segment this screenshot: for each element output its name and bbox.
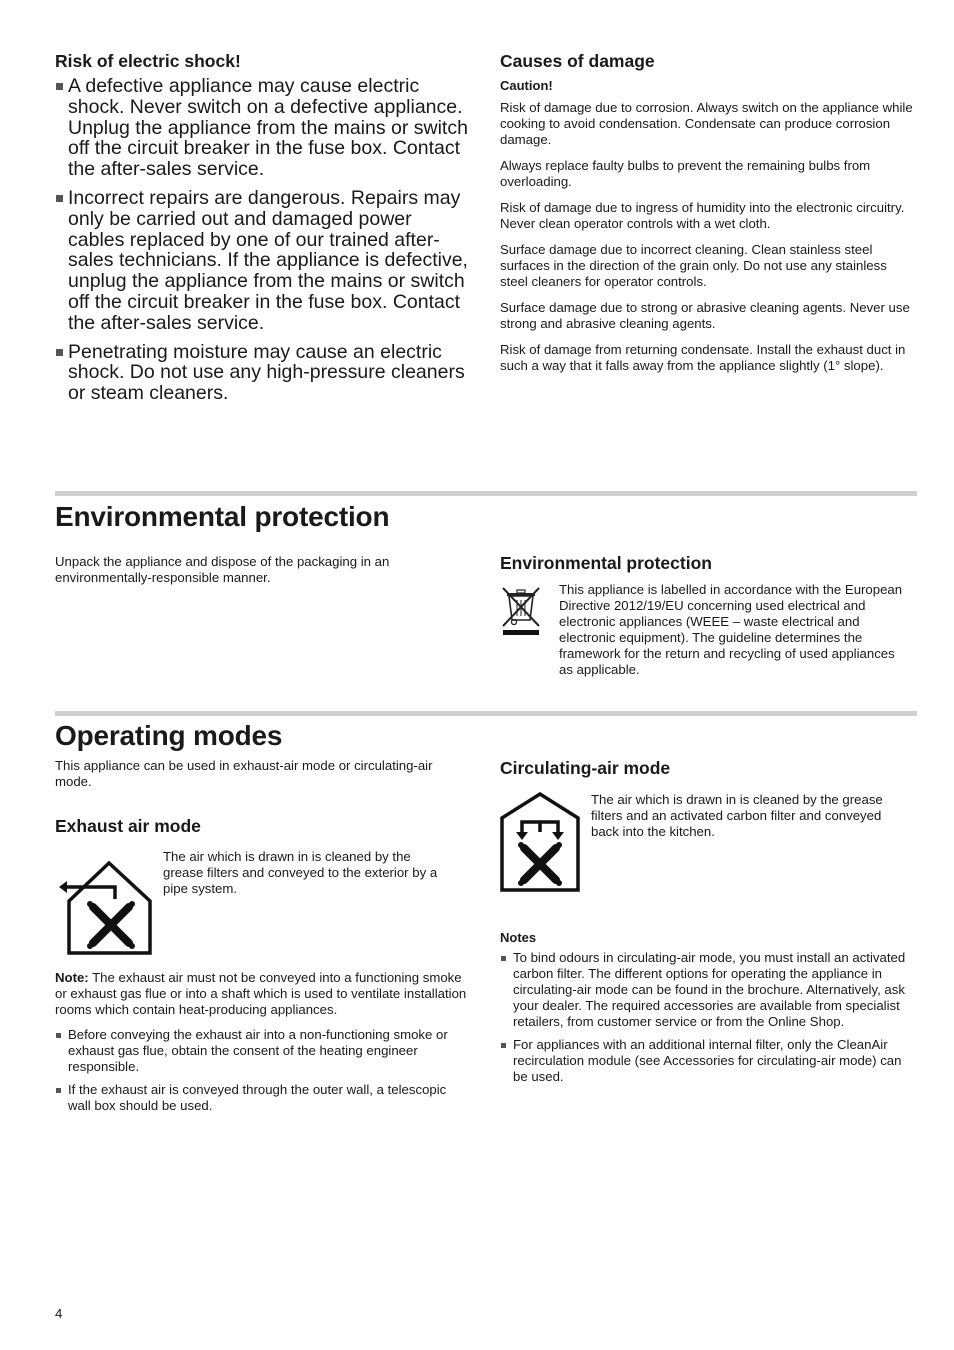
list-item: A defective appliance may cause electric shock. Never switch on a defective appliance. Unplug the appliance from the mains or switch off the circuit breaker in the fuse box. Contact the after-sales service. bbox=[55, 76, 469, 180]
exhaust-note bbox=[55, 970, 469, 1018]
section-divider bbox=[55, 491, 917, 496]
operating-intro: This appliance can be used in exhaust-air mode or circulating-air mode. bbox=[55, 758, 433, 789]
damage-paragraphs bbox=[500, 100, 916, 374]
list-item: Penetrating moisture may cause an electric shock. Do not use any high-pressure cleaners or steam cleaners. bbox=[55, 342, 469, 404]
section-divider bbox=[55, 711, 917, 716]
notes-list bbox=[500, 950, 916, 1085]
notes-label: Notes bbox=[500, 930, 537, 945]
note-text: The exhaust air must not be conveyed into a functioning smoke or exhaust gas flue or into a shaft which is used to ventilate installation rooms which contain heat-producing appliances. bbox=[55, 970, 467, 1017]
shock-title: Risk of electric shock! bbox=[55, 51, 241, 71]
exhaust-text: The air which is drawn in is cleaned by the grease filters and conveyed to the exterior by a pipe system. bbox=[163, 849, 438, 896]
exhaust-list bbox=[55, 1027, 469, 1114]
paragraph: Always replace faulty bulbs to prevent the remaining bulbs from overloading. bbox=[500, 158, 871, 189]
circulating-text: The air which is drawn in is cleaned by the grease filters and an activated carbon filter and conveyed back into the kitchen. bbox=[591, 792, 883, 839]
circulating-title: Circulating-air mode bbox=[500, 758, 671, 778]
damage-title: Causes of damage bbox=[500, 51, 655, 71]
operating-heading: Operating modes bbox=[55, 720, 283, 751]
weee-section bbox=[500, 552, 916, 678]
circulating-air-house-icon bbox=[500, 792, 582, 894]
page-number: 4 bbox=[55, 1306, 63, 1321]
circulating-column bbox=[500, 757, 916, 1092]
electric-shock-section bbox=[55, 50, 469, 412]
environment-intro: Unpack the appliance and dispose of the packaging in an environmentally-responsible manner. bbox=[55, 554, 390, 585]
caution-label: Caution! bbox=[500, 78, 553, 93]
list-item: Incorrect repairs are dangerous. Repairs may only be carried out and damaged power cables replaced by one of our trained after-sales technicians. If the appliance is defective, unplug the appliance from the mains or switch off the circuit breaker in the fuse box. Contact the after-sales service. bbox=[55, 188, 469, 334]
list-item: For appliances with an additional internal filter, only the CleanAir recirculation module (see Accessories for circulating-air mode) can be used. bbox=[500, 1037, 916, 1085]
exhaust-block bbox=[55, 849, 469, 961]
note-label: Note: bbox=[55, 970, 89, 985]
list-item: If the exhaust air is conveyed through the outer wall, a telescopic wall box should be used. bbox=[55, 1082, 469, 1114]
circulating-block bbox=[500, 790, 916, 915]
list-item: Before conveying the exhaust air into a non-functioning smoke or exhaust gas flue, obtain the consent of the heating engineer responsible. bbox=[55, 1027, 469, 1075]
exhaust-title: Exhaust air mode bbox=[55, 816, 201, 836]
paragraph: Surface damage due to incorrect cleaning. Clean stainless steel surfaces in the direction of the grain only. Do not use any stainless steel cleaners for operator controls. bbox=[500, 242, 887, 289]
weee-block bbox=[500, 582, 916, 678]
list-item: To bind odours in circulating-air mode, you must install an activated carbon filter. The different options for operating the appliance in circulating-air mode can be found in the brochure. Alternatively, ask your dealer. The required accessories are available from specialist retailers, from customer service or from the Online Shop. bbox=[500, 950, 916, 1030]
paragraph: Risk of damage due to corrosion. Always switch on the appliance while cooking to avoid condensation. Condensate can produce corrosion damage. bbox=[500, 100, 913, 147]
causes-of-damage-section bbox=[500, 50, 916, 384]
exhaust-air-house-icon bbox=[55, 857, 153, 957]
exhaust-column bbox=[55, 758, 469, 1121]
paragraph: Risk of damage due to ingress of humidity into the electronic circuitry. Never clean operator controls with a wet cloth. bbox=[500, 200, 905, 231]
environment-heading: Environmental protection bbox=[55, 501, 390, 532]
paragraph: Risk of damage from returning condensate. Install the exhaust duct in such a way that it falls away from the appliance slightly (1° slope). bbox=[500, 342, 906, 373]
weee-title: Environmental protection bbox=[500, 553, 712, 573]
paragraph: Surface damage due to strong or abrasive cleaning agents. Never use strong and abrasive cleaning agents. bbox=[500, 300, 910, 331]
weee-text: This appliance is labelled in accordance with the European Directive 2012/19/EU concerning used electrical and electronic appliances (WEEE – waste electrical and electronic equipment). The guideline determines the framework for the return and recycling of used appliances as applicable. bbox=[559, 582, 903, 677]
crossed-out-wheelie-bin-icon bbox=[500, 586, 542, 636]
shock-list bbox=[55, 76, 469, 404]
